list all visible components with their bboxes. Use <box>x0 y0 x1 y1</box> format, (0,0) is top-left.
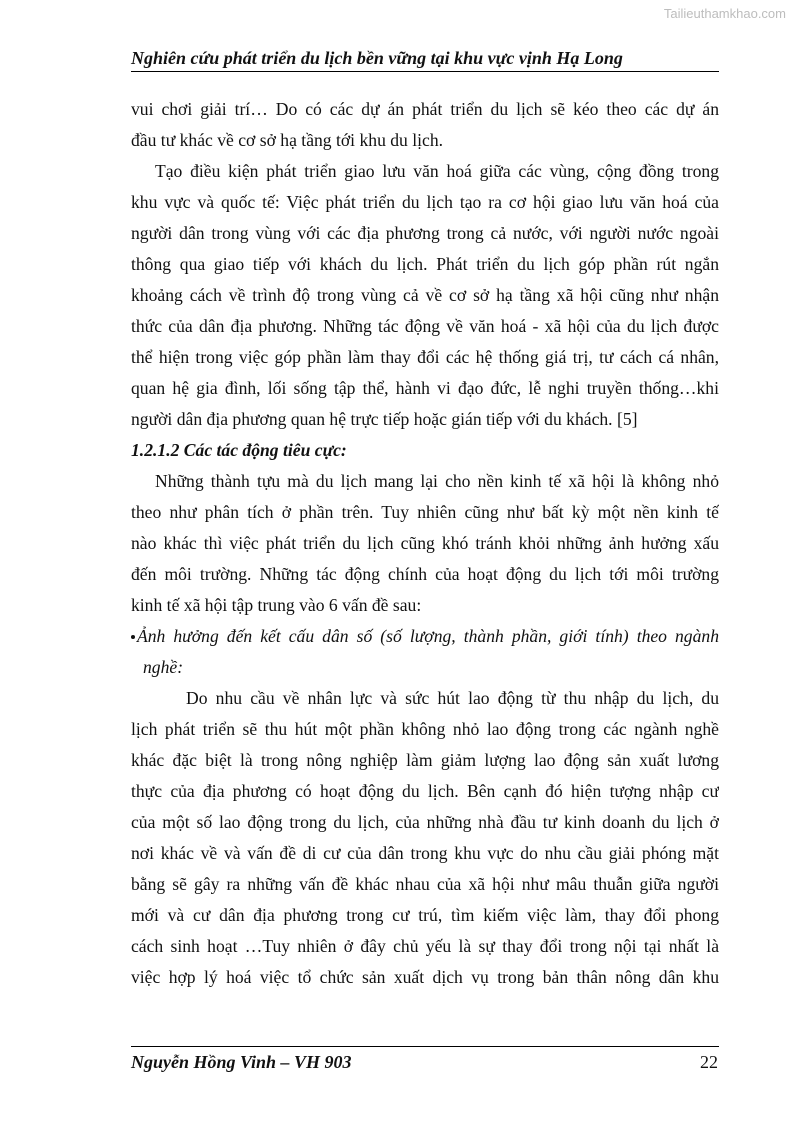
page-header-title: Nghiên cứu phát triển du lịch bền vững tại khu vực vịnh Hạ Long <box>131 48 719 72</box>
text-line: Những thành tựu mà du lịch mang lại cho nền kinh tế xã hội là không nhỏ <box>155 471 719 491</box>
text-line: Tạo điều kiện phát triển giao lưu văn hoá giữa các vùng, cộng đồng trong <box>155 161 719 181</box>
text-line: cách sinh hoạt …Tuy nhiên ở đây chủ yếu là sự thay đổi trong nội tại nhất là <box>131 936 719 956</box>
text-line: vui chơi giải trí… Do có các dự án phát triển du lịch sẽ kéo theo các dự án <box>131 99 719 119</box>
bullet-text-continuation: nghề: <box>143 657 184 677</box>
text-line: nào khác thì việc phát triển du lịch cũng khó tránh khỏi những ảnh hưởng xấu <box>131 533 719 553</box>
text-line: khu vực và quốc tế: Việc phát triển du lịch tạo ra cơ hội giao lưu văn hoá của <box>131 192 719 212</box>
text-line: quan hệ gia đình, lối sống tập thể, hành vi đạo đức, lễ nghi truyền thống…khi <box>131 378 719 398</box>
text-line: người dân trong vùng với các địa phương trong cả nước, với người nước ngoài <box>131 223 719 243</box>
text-line: thông qua giao tiếp với khách du lịch. Phát triển du lịch góp phần rút ngắn <box>131 254 719 274</box>
text-line: Do nhu cầu về nhân lực và sức hút lao động từ thu nhập du lịch, du <box>186 688 719 708</box>
text-line: việc hợp lý hoá việc tổ chức sản xuất dịch vụ trong bản thân nông dân khu <box>131 967 719 987</box>
footer-author: Nguyễn Hồng Vinh – VH 903 <box>131 1052 352 1072</box>
text-line: thực của địa phương có hoạt động du lịch. Bên cạnh đó hiện tượng nhập cư <box>131 781 719 801</box>
text-line: theo như phân tích ở phần trên. Tuy nhiên cũng như bất kỳ một nền kinh tế <box>131 502 719 522</box>
text-line: đầu tư khác về cơ sở hạ tầng tới khu du lịch. <box>131 130 444 150</box>
page-number: 22 <box>700 1052 718 1072</box>
text-line: kinh tế xã hội tập trung vào 6 vấn đề sau: <box>131 595 422 615</box>
text-line: người dân địa phương quan hệ trực tiếp hoặc gián tiếp với du khách. [5] <box>131 409 638 429</box>
section-heading: 1.2.1.2 Các tác động tiêu cực: <box>131 440 347 460</box>
text-line: khác đặc biệt là trong nông nghiệp làm giảm lượng lao động sản xuất lương <box>131 750 719 770</box>
document-body <box>131 94 719 993</box>
text-line: bằng sẽ gây ra những vấn đề khác nhau của xã hội như mâu thuẫn giữa người <box>131 874 719 894</box>
bullet-text: Ảnh hưởng đến kết cấu dân số (số lượng, thành phần, giới tính) theo ngành <box>137 626 719 646</box>
text-line: thể hiện trong việc góp phần làm thay đổi các hệ thống giá trị, tư cách cá nhân, <box>131 347 719 367</box>
text-line: thức của dân địa phương. Những tác động về văn hoá - xã hội của du lịch được <box>131 316 719 336</box>
footer-divider <box>131 1046 719 1047</box>
text-line: nơi khác về và vấn đề di cư của dân trong khu vực do nhu cầu giải phóng mặt <box>131 843 719 863</box>
bullet-item <box>131 621 719 652</box>
bullet-dot-icon <box>131 635 135 639</box>
watermark: Tailieuthamkhao.com <box>663 6 786 21</box>
text-line: mới và cư dân địa phương trong cư trú, tìm kiếm việc làm, thay đổi phong <box>131 905 719 925</box>
text-line: lịch phát triển sẽ thu hút một phần không nhỏ lao động trong các ngành nghề <box>131 719 719 739</box>
text-line: khoảng cách về trình độ trong vùng cả về cơ sở hạ tầng xã hội cũng như nhận <box>131 285 719 305</box>
text-line: đến môi trường. Những tác động chính của hoạt động du lịch tới môi trường <box>131 564 719 584</box>
text-line: của một số lao động trong du lịch, của những nhà đầu tư kinh doanh du lịch ở <box>131 812 719 832</box>
